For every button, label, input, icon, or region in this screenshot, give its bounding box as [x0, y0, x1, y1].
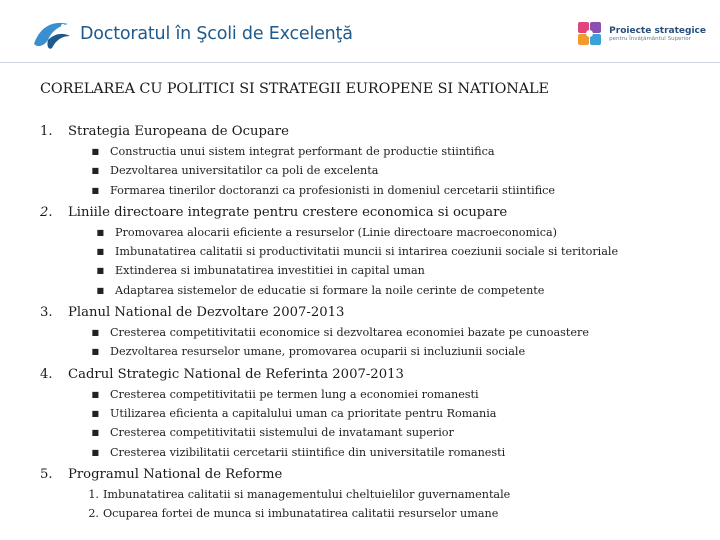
square-bullet-icon: ■	[91, 408, 99, 418]
section-heading	[40, 465, 710, 485]
section-number: 1.	[40, 124, 53, 139]
list-item: ■ Cresterea competitivitatii economice si dezvoltarea economiei bazate pe cunoastere	[40, 323, 710, 342]
square-bullet-icon: ■	[96, 266, 104, 276]
square-bullet-icon: ■	[96, 247, 104, 257]
section-number: 2.	[40, 204, 53, 220]
section-title: Cadrul Strategic National de Referinta 2007-2013	[68, 366, 404, 382]
section-heading	[40, 122, 710, 142]
square-bullet-icon: ■	[96, 227, 104, 237]
list-item: ■ Dezvoltarea universitatilor ca poli de excelenta	[40, 161, 710, 180]
list-item: ■ Constructia unui sistem integrat performant de productie stiintifica	[40, 142, 710, 161]
list-item: ■ Cresterea competitivitatii pe termen lung a economiei romanesti	[40, 385, 710, 404]
item-number: 2.	[88, 507, 99, 521]
list-item: ■ Formarea tinerilor doctoranzi ca profesionisti in domeniul cercetarii stiintifice	[40, 181, 710, 200]
section-2	[40, 203, 710, 300]
list-item: ■ Adaptarea sistemelor de educatie si formare la noile cerinte de competente	[40, 281, 710, 300]
square-bullet-icon: ■	[91, 147, 99, 156]
bird-logo-icon	[30, 14, 74, 54]
doctoratul-logo	[30, 14, 353, 54]
square-bullet-icon: ■	[91, 428, 99, 438]
brand-left-text: Doctoratul în Şcoli de Excelenţă	[80, 24, 353, 44]
section-heading	[40, 365, 710, 385]
header-divider	[0, 62, 720, 63]
section-heading	[40, 203, 710, 223]
proiecte-logo	[575, 18, 706, 52]
section-title: Strategia Europeana de Ocupare	[68, 124, 289, 139]
brand-right-subtitle: pentru Învăţământul Superior	[609, 35, 691, 42]
list-item: ■ Cresterea vizibilitatii cercetarii stiintifice din universitatile romanesti	[40, 443, 710, 462]
brand-right-title: Proiecte strategice	[609, 26, 706, 37]
section-heading	[40, 303, 710, 323]
item-number: 1.	[88, 487, 99, 501]
section-number: 5.	[40, 466, 53, 482]
square-bullet-icon: ■	[91, 328, 99, 338]
list-item: ■ Dezvoltarea resurselor umane, promovarea ocuparii si incluziunii sociale	[40, 342, 710, 361]
list-item: ■ Utilizarea eficienta a capitalului uman ca prioritate pentru Romania	[40, 404, 710, 423]
ordered-list-item: 1. Imbunatatirea calitatii si managementului cheltuielilor guvernamentale	[40, 485, 710, 504]
square-bullet-icon: ■	[91, 389, 99, 399]
square-bullet-icon: ■	[91, 185, 99, 195]
list-item: ■ Promovarea alocarii eficiente a resurselor (Linie directoare macroeconomica)	[40, 223, 710, 242]
list-item: ■ Extinderea si imbunatatirea investitiei in capital uman	[40, 261, 710, 280]
section-title: Programul National de Reforme	[68, 466, 283, 482]
section-4	[40, 365, 710, 462]
ordered-list-item: 2. Ocuparea fortei de munca si imbunatatirea calitatii resurselor umane	[40, 504, 710, 523]
square-bullet-icon: ■	[91, 347, 99, 357]
section-number: 4.	[40, 366, 53, 382]
section-title: Liniile directoare integrate pentru crestere economica si ocupare	[68, 204, 508, 220]
page-title: CORELAREA CU POLITICI SI STRATEGII EUROPENE SI NATIONALE	[40, 81, 549, 97]
section-title: Planul National de Dezvoltare 2007-2013	[68, 305, 345, 321]
section-5	[40, 465, 710, 524]
content-list	[40, 122, 710, 526]
section-number: 3.	[40, 305, 53, 321]
square-bullet-icon: ■	[96, 285, 104, 295]
square-bullet-icon: ■	[91, 166, 99, 176]
list-item: ■ Cresterea competitivitatii sistemului de invatamant superior	[40, 423, 710, 442]
section-1	[40, 122, 710, 200]
square-bullet-icon: ■	[91, 447, 99, 457]
list-item: ■ Imbunatatirea calitatii si productivitatii muncii si intarirea coeziunii sociale si teritoriale	[40, 242, 710, 261]
section-3	[40, 303, 710, 362]
puzzle-logo-icon	[575, 18, 605, 52]
